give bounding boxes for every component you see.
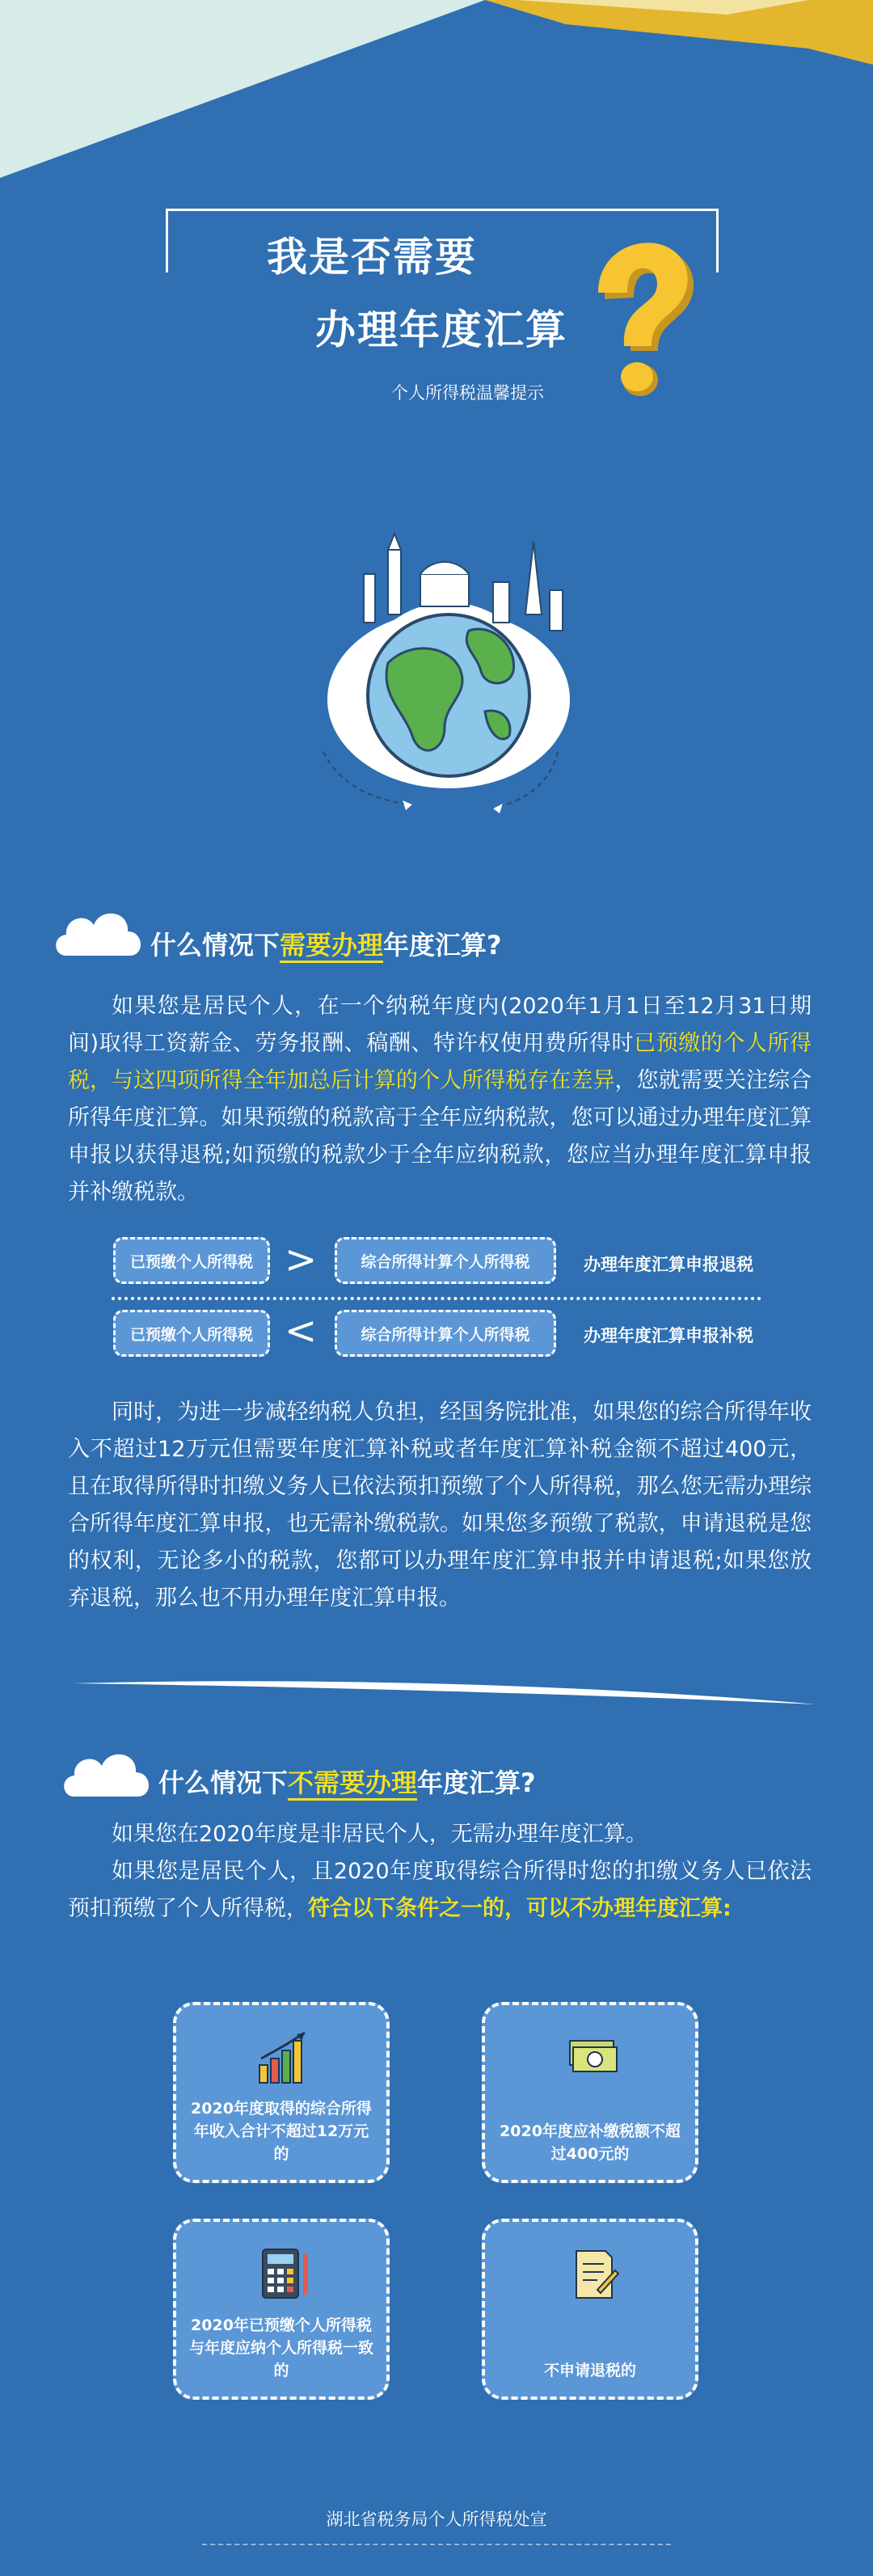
footer-text: 湖北省税务局个人所得税处宣 [326,2510,547,2529]
document-icon [565,2246,622,2303]
cloud-icon [58,1745,155,1801]
globe-illustration [291,526,606,833]
condition-card-tax [482,2002,698,2183]
section1-paragraph2: 同时，为进一步减轻纳税人负担，经国务院批准，如果您的综合所得年收入不超过12万元但需要年度汇算补税或者年度汇算补税金额不超过400元，且在取得所得时扣缴义务人已依法预扣预缴了个人所得税，那么您无需办理综合所得年度汇算申报，也无需补缴税款。如果您多预缴了税款，申请退税是您的权利，无论多小的税款，您都可以办理年度汇算申报并申请退税;如果您放弃退税，那么也不用办理年度汇算申报。 [68,1400,812,1611]
compare1-right: 综合所得计算个人所得税 [335,1237,556,1284]
section1-paragraph1: 如果您是居民个人，在一个纳税年度内(2020年1月1日至12月31日期间)取得工资薪金、劳务报酬、稿酬、特许权使用费所得时已预缴的个人所得税，与这四项所得全年加总后计算的个人所得税存在差异，您就需要关注综合所得年度汇算。如果预缴的税款高于全年应纳税款，您可以通过办理年度汇算申报以获得退税;如预缴的税款少于全年应纳税款，您应当办理年度汇算申报并补缴税款。 [68,994,812,1205]
compare2-left: 已预缴个人所得税 [113,1310,270,1357]
section2-heading: 什么情况下不需要办理年度汇算? [158,1763,536,1800]
calculator-icon [256,2246,313,2303]
compare2-right: 综合所得计算个人所得税 [335,1310,556,1357]
condition-text: 2020年已预缴个人所得税与年度应纳个人所得税一致的 [188,2316,373,2380]
section2-paragraph: 如果您在2020年度是非居民个人，无需办理年度汇算。 如果您是居民个人，且2020年度取得综合所得时您的扣缴义务人已依法预扣预缴了个人所得税，符合以下条件之一的，可以不办理年度汇算: [68,1822,812,1921]
bar-chart-icon [256,2029,313,2086]
condition-text: 不申请退税的 [543,2362,636,2380]
condition-text: 2020年度应补缴税额不超过400元的 [500,2122,681,2163]
section-divider [73,1677,816,1709]
compare2-result: 办理年度汇算申报补税 [584,1326,753,1345]
header-decoration [0,0,873,186]
cloud-icon [50,904,147,961]
title-line1: 我是否需要 [267,234,477,281]
condition-card-prepaid [173,2219,390,2400]
footer-divider [202,2544,671,2545]
condition-card-income [173,2002,390,2183]
compare1-left: 已预缴个人所得税 [113,1237,270,1284]
compare1-result: 办理年度汇算申报退税 [584,1255,753,1274]
title-subtitle: 个人所得税温馨提示 [391,383,544,403]
question-mark-icon [590,243,703,412]
condition-text: 2020年度取得的综合所得年收入合计不超过12万元的 [191,2100,372,2163]
title-line2: 办理年度汇算 [315,306,567,353]
compare-divider [112,1297,761,1300]
money-icon [565,2029,622,2086]
compare2-operator: < [285,1308,318,1353]
compare1-operator: > [285,1237,318,1282]
condition-card-refund [482,2219,698,2400]
section1-heading: 什么情况下需要办理年度汇算? [150,925,502,962]
